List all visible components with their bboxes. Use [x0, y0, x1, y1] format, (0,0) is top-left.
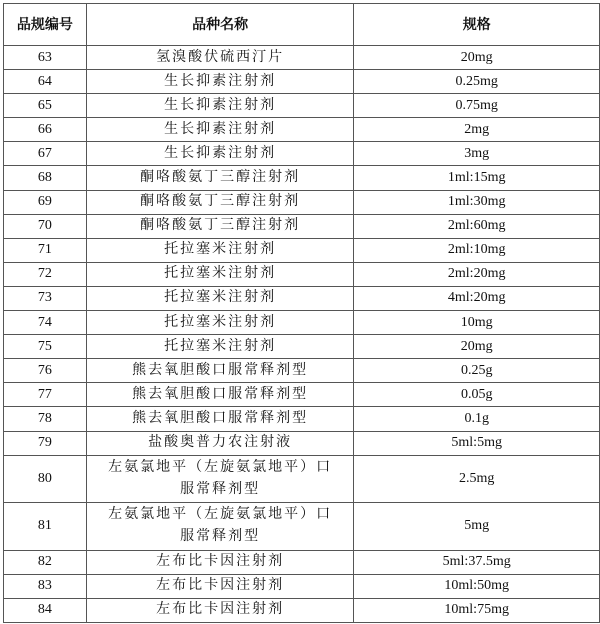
name-cell: 托拉塞米注射剂: [86, 335, 354, 359]
spec-cell: 10ml:75mg: [354, 598, 600, 622]
code-cell: 81: [4, 503, 87, 551]
code-cell: 80: [4, 455, 87, 503]
code-cell: 63: [4, 46, 87, 70]
spec-cell: 5ml:5mg: [354, 431, 600, 455]
table-row: [4, 311, 600, 335]
name-cell: 酮咯酸氨丁三醇注射剂: [86, 190, 354, 214]
name-cell: 盐酸奥普力农注射液: [86, 431, 354, 455]
code-cell: 79: [4, 431, 87, 455]
spec-cell: 3mg: [354, 142, 600, 166]
spec-cell: 2mg: [354, 118, 600, 142]
spec-cell: 2ml:20mg: [354, 262, 600, 286]
code-cell: 83: [4, 574, 87, 598]
code-cell: 72: [4, 262, 87, 286]
name-cell: 托拉塞米注射剂: [86, 286, 354, 310]
name-cell: 氢溴酸伏硫西汀片: [86, 46, 354, 70]
table-row: [4, 550, 600, 574]
table-row: [4, 70, 600, 94]
drug-spec-table: [3, 3, 600, 623]
spec-cell: 0.05g: [354, 383, 600, 407]
table-row: [4, 598, 600, 622]
table-row: [4, 142, 600, 166]
table-row: [4, 166, 600, 190]
spec-cell: 20mg: [354, 335, 600, 359]
table-row: [4, 455, 600, 503]
table-row: [4, 407, 600, 431]
name-cell: 左布比卡因注射剂: [86, 598, 354, 622]
spec-cell: 2ml:60mg: [354, 214, 600, 238]
code-cell: 66: [4, 118, 87, 142]
code-cell: 64: [4, 70, 87, 94]
header-spec: 规格: [354, 4, 600, 46]
table-row: [4, 190, 600, 214]
code-cell: 67: [4, 142, 87, 166]
code-cell: 73: [4, 286, 87, 310]
code-cell: 74: [4, 311, 87, 335]
header-name: 品种名称: [86, 4, 354, 46]
code-cell: 78: [4, 407, 87, 431]
table-row: [4, 262, 600, 286]
code-cell: 71: [4, 238, 87, 262]
code-cell: 84: [4, 598, 87, 622]
spec-cell: 4ml:20mg: [354, 286, 600, 310]
spec-cell: 1ml:30mg: [354, 190, 600, 214]
table-row: [4, 94, 600, 118]
table-row: [4, 359, 600, 383]
spec-cell: 0.25mg: [354, 70, 600, 94]
name-cell: 酮咯酸氨丁三醇注射剂: [86, 166, 354, 190]
table-row: [4, 431, 600, 455]
table-row: [4, 238, 600, 262]
code-cell: 69: [4, 190, 87, 214]
code-cell: 70: [4, 214, 87, 238]
spec-cell: 5ml:37.5mg: [354, 550, 600, 574]
spec-cell: 20mg: [354, 46, 600, 70]
name-cell: 托拉塞米注射剂: [86, 238, 354, 262]
code-cell: 77: [4, 383, 87, 407]
name-cell: 生长抑素注射剂: [86, 142, 354, 166]
code-cell: 65: [4, 94, 87, 118]
name-cell: 熊去氧胆酸口服常释剂型: [86, 359, 354, 383]
table-row: [4, 503, 600, 551]
code-cell: 68: [4, 166, 87, 190]
name-cell: 熊去氧胆酸口服常释剂型: [86, 407, 354, 431]
table-row: [4, 383, 600, 407]
table-row: [4, 46, 600, 70]
spec-cell: 2ml:10mg: [354, 238, 600, 262]
spec-cell: 0.1g: [354, 407, 600, 431]
code-cell: 76: [4, 359, 87, 383]
name-cell: 酮咯酸氨丁三醇注射剂: [86, 214, 354, 238]
spec-cell: 10ml:50mg: [354, 574, 600, 598]
spec-cell: 1ml:15mg: [354, 166, 600, 190]
header-row: [4, 4, 600, 46]
code-cell: 82: [4, 550, 87, 574]
name-cell: 熊去氧胆酸口服常释剂型: [86, 383, 354, 407]
spec-cell: 5mg: [354, 503, 600, 551]
table-row: [4, 118, 600, 142]
spec-cell: 0.75mg: [354, 94, 600, 118]
spec-cell: 10mg: [354, 311, 600, 335]
name-cell: 托拉塞米注射剂: [86, 311, 354, 335]
name-cell: 左氨氯地平（左旋氨氯地平）口服常释剂型: [86, 455, 354, 503]
table-row: [4, 574, 600, 598]
table-row: [4, 335, 600, 359]
code-cell: 75: [4, 335, 87, 359]
name-cell: 左氨氯地平（左旋氨氯地平）口服常释剂型: [86, 503, 354, 551]
name-cell: 生长抑素注射剂: [86, 118, 354, 142]
table-row: [4, 286, 600, 310]
table-row: [4, 214, 600, 238]
name-cell: 生长抑素注射剂: [86, 94, 354, 118]
name-cell: 左布比卡因注射剂: [86, 550, 354, 574]
header-code: 品规编号: [4, 4, 87, 46]
name-cell: 托拉塞米注射剂: [86, 262, 354, 286]
name-cell: 生长抑素注射剂: [86, 70, 354, 94]
name-cell: 左布比卡因注射剂: [86, 574, 354, 598]
spec-cell: 2.5mg: [354, 455, 600, 503]
spec-cell: 0.25g: [354, 359, 600, 383]
